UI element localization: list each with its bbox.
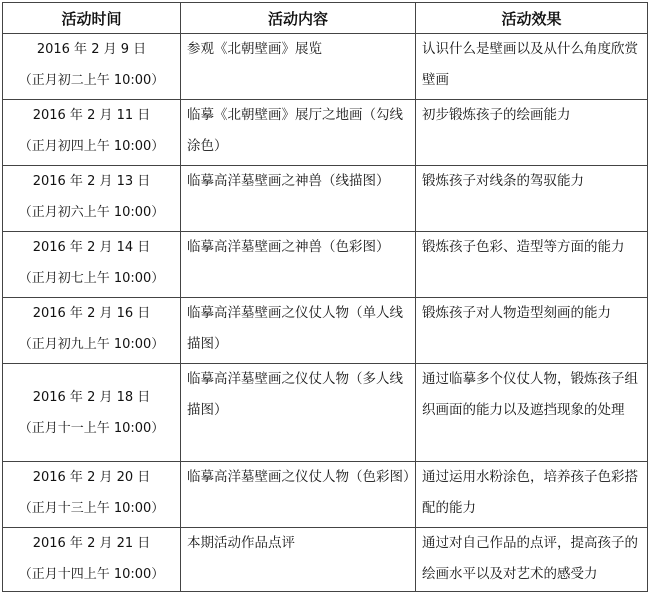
header-activity: 活动内容 [181,3,416,34]
effect-text: 初步锻炼孩子的绘画能力 [422,107,571,123]
date-text: 2016 年 2 月 11 日 [32,108,151,123]
date-text: 2016 年 2 月 20 日 [32,470,151,485]
effect-cell [416,298,648,364]
date-text: 2016 年 2 月 21 日 [32,536,151,551]
effect-text: 锻炼孩子色彩、造型等方面的能力 [422,239,625,255]
lunar-date-text: （正月初四上午 10:00） [18,139,165,154]
time-cell [3,100,181,166]
time-cell [3,34,181,100]
lunar-date-text: （正月初九上午 10:00） [18,337,165,352]
time-cell [3,298,181,364]
date-text: 2016 年 2 月 9 日 [36,42,147,57]
date-text: 2016 年 2 月 18 日 [32,389,151,405]
activity-cell [181,528,416,592]
date-text: 2016 年 2 月 16 日 [32,306,151,321]
lunar-date-text: （正月十三上午 10:00） [18,501,165,516]
activity-schedule-table [2,2,648,592]
activity-cell [181,364,416,462]
effect-cell [416,364,648,462]
time-cell [3,364,181,462]
effect-text: 锻炼孩子对人物造型刻画的能力 [422,305,611,321]
table-row [3,232,648,298]
activity-text: 临摹高洋墓壁画之仪仗人物（多人线描图） [187,371,403,418]
effect-text: 通过对自己作品的点评，提高孩子的绘画水平以及对艺术的感受力 [422,535,638,582]
activity-text: 临摹高洋墓壁画之神兽（线描图） [187,173,390,189]
effect-cell [416,34,648,100]
effect-cell [416,528,648,592]
lunar-date-text: （正月初六上午 10:00） [18,205,165,220]
time-cell [3,232,181,298]
activity-cell [181,298,416,364]
effect-cell [416,166,648,232]
lunar-date-text: （正月十四上午 10:00） [18,567,165,582]
activity-cell [181,34,416,100]
activity-text: 临摹高洋墓壁画之仪仗人物（单人线描图） [187,305,403,352]
time-cell [3,528,181,592]
effect-cell [416,462,648,528]
effect-cell [416,232,648,298]
date-text: 2016 年 2 月 14 日 [32,240,151,255]
table-row [3,462,648,528]
effect-text: 通过临摹多个仪仗人物，锻炼孩子组织画面的能力以及遮挡现象的处理 [422,371,638,418]
activity-text: 参观《北朝壁画》展览 [187,41,322,57]
table-row [3,100,648,166]
effect-text: 通过运用水粉涂色，培养孩子色彩搭配的能力 [422,469,638,516]
time-cell [3,462,181,528]
effect-cell [416,100,648,166]
table-row [3,34,648,100]
effect-text: 认识什么是壁画以及从什么角度欣赏壁画 [422,41,638,88]
activity-cell [181,166,416,232]
table-row [3,298,648,364]
table-row [3,166,648,232]
header-time: 活动时间 [3,3,181,34]
header-row [3,3,648,34]
lunar-date-text: （正月十一上午 10:00） [18,420,165,436]
activity-text: 临摹高洋墓壁画之仪仗人物（色彩图） [187,469,417,485]
activity-cell [181,232,416,298]
activity-text: 临摹《北朝壁画》展厅之地画（勾线涂色） [187,107,403,154]
effect-text: 锻炼孩子对线条的驾驭能力 [422,173,584,189]
activity-text: 临摹高洋墓壁画之神兽（色彩图） [187,239,390,255]
lunar-date-text: （正月初二上午 10:00） [18,73,165,88]
table-row [3,364,648,462]
activity-cell [181,100,416,166]
table-row [3,528,648,592]
activity-cell [181,462,416,528]
date-text: 2016 年 2 月 13 日 [32,174,151,189]
header-effect: 活动效果 [416,3,648,34]
time-cell [3,166,181,232]
activity-text: 本期活动作品点评 [187,535,295,551]
lunar-date-text: （正月初七上午 10:00） [18,271,165,286]
